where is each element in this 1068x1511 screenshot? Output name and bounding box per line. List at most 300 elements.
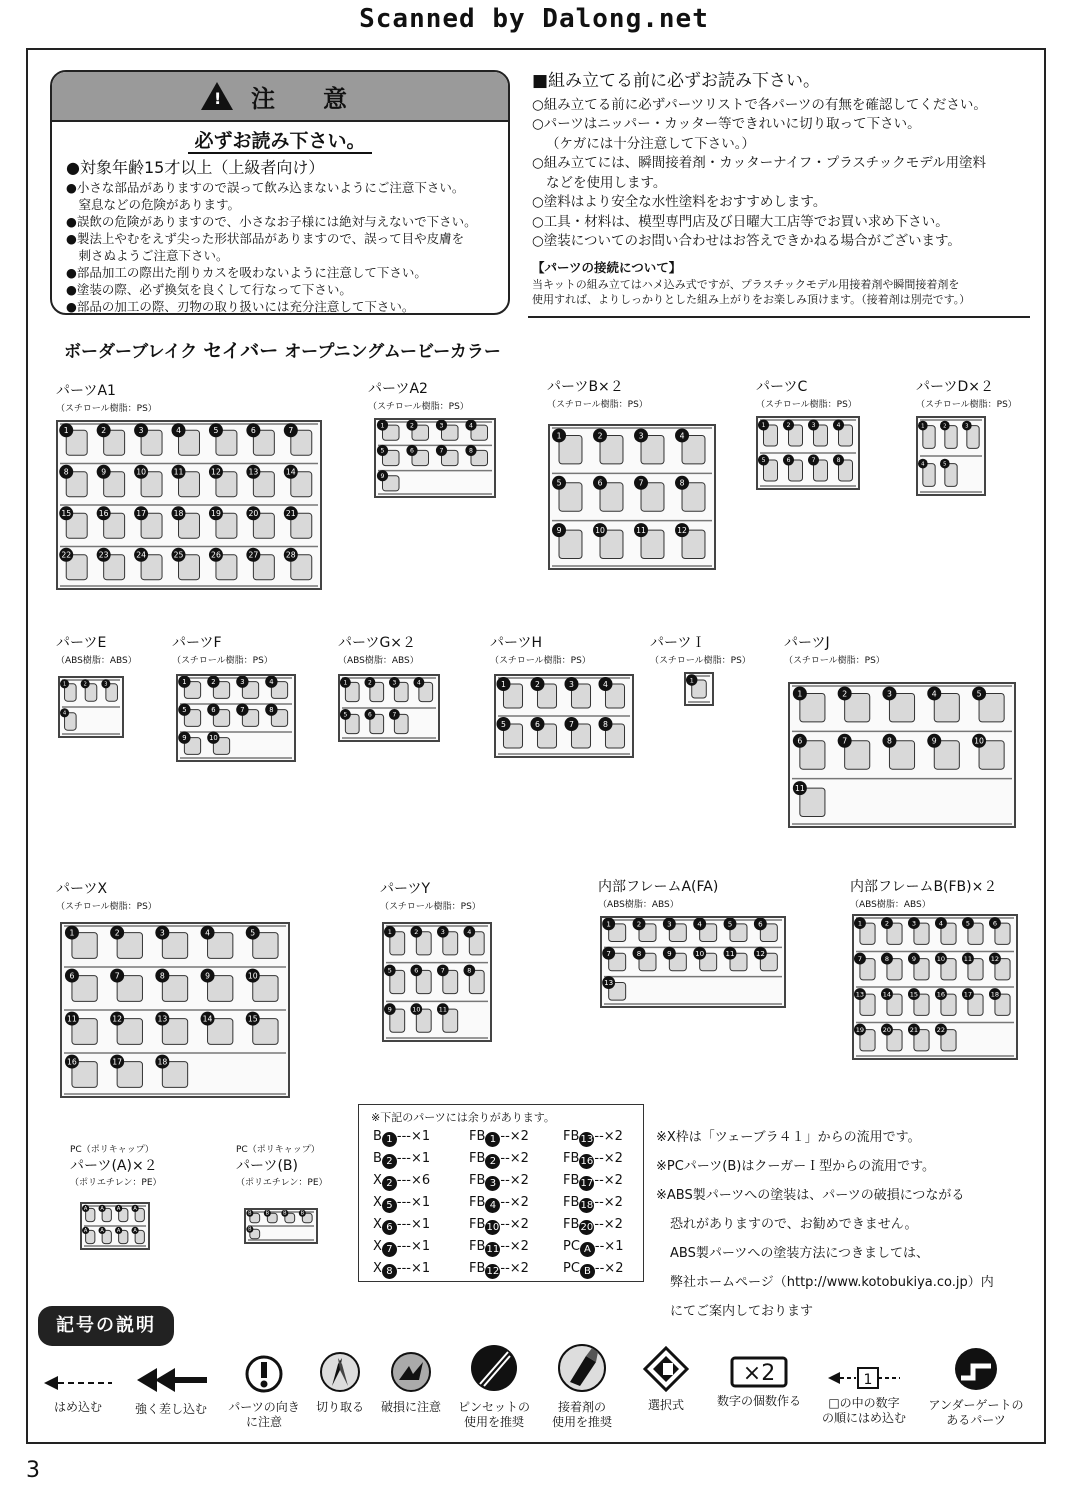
- runner-d: [916, 416, 986, 496]
- nipper-icon: [318, 1350, 362, 1394]
- breakage-icon: [389, 1350, 433, 1394]
- part-number-text: 17: [112, 1057, 123, 1067]
- part-number-text: 9: [387, 1005, 392, 1014]
- part-number-text: 2: [114, 928, 120, 938]
- part-label-fa: 内部フレームA(FA) （ABS樹脂：ABS）: [598, 879, 719, 910]
- part-label-j: パーツJ （スチロール樹脂：PS）: [784, 635, 885, 666]
- part-number-text: 4: [269, 678, 274, 687]
- caution-item: ●誤飲の危険がありますので、小さなお子様には絶対与えないで下さい。: [66, 214, 477, 229]
- part-number-text: 1: [797, 689, 803, 699]
- model-title-color: オープニングムービーカラー: [284, 342, 501, 362]
- part-number-text: 6: [250, 426, 256, 436]
- part-number-text: 12: [112, 1014, 123, 1024]
- part-number-text: 3: [240, 678, 245, 687]
- runner-pca: [80, 1202, 150, 1250]
- part-number-text: 4: [931, 689, 937, 699]
- part-number-text: 8: [884, 954, 890, 963]
- symbol-push-hard: 強く差し込む: [128, 1364, 214, 1417]
- symbol-legend-title: 記号の説明: [38, 1306, 174, 1346]
- note-item: （ケガには十分注意して下さい。）: [546, 135, 755, 152]
- part-number-text: 12: [755, 948, 765, 958]
- part-number-text: 2: [83, 681, 87, 688]
- runner-y: [382, 922, 492, 1042]
- part-number-text: 15: [247, 1014, 258, 1024]
- part-number-text: 2: [842, 689, 848, 699]
- part-number-text: 4: [697, 919, 702, 929]
- part-number-text: B: [283, 1210, 287, 1217]
- notes-divider: [528, 316, 1030, 318]
- part-number-text: 17: [136, 509, 146, 519]
- part-number-text: 3: [667, 919, 672, 929]
- runner-pcb: [244, 1208, 318, 1244]
- spare-entry: FB13--×2: [563, 1129, 623, 1145]
- joint-title: 【パーツの接続について】: [532, 259, 682, 275]
- part-number-text: 10: [595, 525, 605, 535]
- runner-fb-diagram: [854, 916, 1016, 1058]
- caution-item: ●部品の加工の際、刃物の取り扱いには充分注意して下さい。: [66, 299, 415, 314]
- part-number-text: 4: [205, 928, 210, 938]
- model-title-name: セイバー: [203, 340, 279, 362]
- part-number-text: 1: [387, 928, 392, 937]
- runner-f-diagram: [178, 676, 294, 760]
- part-number-text: 1: [556, 431, 562, 441]
- runner-y-diagram: [384, 924, 490, 1040]
- runner-b-diagram: [550, 426, 714, 568]
- part-number-text: 9: [380, 472, 385, 480]
- part-number-text: 5: [343, 712, 348, 719]
- symbol-insert: はめ込む: [40, 1372, 116, 1415]
- part-number-text: 2: [884, 919, 890, 928]
- part-label-pcb: PC（ポリキャップ） パーツ(B) （ポリエチレン：PE）: [236, 1145, 328, 1188]
- part-number-text: 3: [638, 431, 644, 441]
- caution-subtitle: 必ずお読み下さい。: [188, 130, 371, 154]
- part-number-text: 3: [440, 928, 445, 937]
- double-arrow-icon: [133, 1364, 209, 1396]
- part-number-text: 10: [209, 734, 218, 743]
- part-number-text: 27: [248, 550, 259, 560]
- spare-entry: FB12--×2: [469, 1261, 529, 1277]
- spare-entry: FB18--×2: [563, 1195, 623, 1211]
- spare-entry: X 7 ---×1: [373, 1239, 431, 1255]
- symbol-make-count: ×2 数字の個数作る: [712, 1356, 806, 1409]
- part-number-text: 9: [931, 736, 937, 746]
- spare-entry: FB 2 --×2: [469, 1151, 529, 1167]
- part-number-text: 5: [182, 706, 187, 715]
- spare-entry: X 5 ---×1: [373, 1195, 431, 1211]
- caution-item: 窒息などの危険があります。: [66, 197, 241, 212]
- part-number-text: 8: [836, 457, 841, 465]
- caution-item: 刺さぬようご注意下さい。: [66, 248, 229, 263]
- part-number-text: 3: [392, 680, 397, 687]
- part-number-text: 1: [921, 423, 925, 430]
- part-number-text: 6: [758, 919, 763, 929]
- part-label-i: パーツＩ （スチロール樹脂：PS）: [650, 635, 751, 666]
- spare-entry: PC B --×2: [563, 1261, 624, 1277]
- note-item: ○工具・材料は、模型専門店及び日曜大工店等でお買い求め下さい。: [532, 213, 949, 230]
- part-number-text: 18: [173, 509, 184, 519]
- part-number-text: 7: [811, 457, 816, 465]
- part-label-y: パーツY （スチロール樹脂：PS）: [380, 881, 481, 912]
- part-label-fb: 内部フレームB(FB)×２ （ABS樹脂：ABS）: [850, 879, 998, 910]
- part-number-text: 3: [965, 423, 969, 430]
- symbol-breakage: 破損に注意: [376, 1350, 446, 1415]
- part-number-text: 6: [211, 706, 216, 715]
- symbol-glue: 接着剤の 使用を推奨: [542, 1342, 622, 1430]
- notes-title: ■組み立てる前に必ずお読み下さい。: [532, 71, 821, 91]
- runner-g-diagram: [340, 676, 438, 740]
- part-number-text: A: [100, 1227, 104, 1234]
- part-label-g: パーツG×２ （ABS樹脂：ABS）: [338, 635, 419, 666]
- joint-text: 当キットの組み立てはハメ込み式ですが、プラスチックモデル用接着剤や瞬間接着剤を: [532, 278, 960, 291]
- part-number-text: 16: [936, 990, 946, 999]
- caution-item: ●塗装の際、必ず換気を良くして行なって下さい。: [66, 282, 352, 297]
- part-number-text: 2: [636, 919, 642, 929]
- model-title: [64, 336, 501, 363]
- part-label-f: パーツF （スチロール樹脂：PS）: [172, 635, 273, 666]
- part-number-text: 1: [63, 426, 69, 436]
- part-number-text: 22: [61, 550, 72, 560]
- part-number-text: 15: [909, 990, 919, 999]
- part-number-text: 11: [636, 525, 646, 535]
- spare-entry: FB 1 --×2: [469, 1129, 529, 1145]
- part-number-text: 13: [157, 1014, 168, 1024]
- runner-i-diagram: [686, 674, 712, 704]
- runner-x: [60, 922, 290, 1098]
- part-number-text: 7: [392, 712, 397, 719]
- part-number-text: 21: [285, 509, 296, 519]
- runner-h: [494, 674, 634, 758]
- part-number-text: 11: [963, 954, 973, 963]
- part-number-text: 6: [410, 447, 414, 455]
- part-number-text: 4: [469, 422, 473, 430]
- part-number-text: 28: [285, 550, 296, 560]
- note-item: などを使用します。: [546, 174, 667, 191]
- part-number-text: 8: [63, 467, 69, 477]
- part-number-text: 1: [69, 928, 75, 938]
- runner-c-diagram: [758, 418, 858, 488]
- part-number-text: 9: [182, 734, 187, 743]
- part-number-text: 10: [974, 736, 984, 746]
- part-number-text: 1: [857, 919, 863, 928]
- symbol-orientation: パーツの向き に注意: [224, 1354, 304, 1430]
- part-number-text: 3: [811, 422, 816, 430]
- part-number-text: 1: [62, 681, 67, 688]
- part-number-text: 6: [797, 736, 803, 746]
- scan-credit: Scanned by Dalong.net: [359, 4, 709, 34]
- part-number-text: 4: [679, 431, 685, 441]
- note-item: ○塗装についてのお問い合わせはお答えできかねる場合がございます。: [532, 233, 961, 249]
- part-number-text: 11: [794, 783, 805, 793]
- part-number-text: 14: [285, 467, 296, 477]
- part-number-text: 8: [636, 948, 642, 958]
- part-number-text: 5: [556, 478, 562, 488]
- part-number-text: 1: [606, 919, 611, 929]
- caution-item: ●対象年齢15才以上（上級者向け）: [66, 158, 325, 177]
- tweezers-icon: [468, 1342, 520, 1394]
- arrow-dashed-icon: [42, 1372, 114, 1394]
- part-number-text: 3: [159, 928, 165, 938]
- part-number-text: 10: [247, 971, 258, 981]
- part-number-text: 1: [689, 677, 694, 685]
- part-number-text: 12: [677, 525, 687, 535]
- part-number-text: B: [300, 1210, 305, 1217]
- part-label-a1: パーツA1 （スチロール樹脂：PS）: [56, 383, 157, 414]
- part-number-text: 2: [414, 928, 419, 937]
- caution-list: [66, 157, 508, 315]
- runner-d-diagram: [918, 418, 984, 494]
- part-number-text: 7: [606, 948, 611, 958]
- part-number-text: 2: [101, 426, 107, 436]
- part-number-text: 23: [98, 550, 109, 560]
- runner-pca-diagram: [82, 1204, 148, 1248]
- part-number-text: 5: [380, 447, 385, 455]
- part-number-text: 3: [887, 689, 892, 699]
- undergate-icon: [953, 1346, 999, 1392]
- numbered-arrow-icon: [826, 1366, 902, 1390]
- part-number-text: 2: [368, 680, 372, 687]
- caution-item: ●部品加工の際出た削りカスを吸わないように注意して下さい。: [66, 265, 427, 280]
- part-number-text: 7: [857, 954, 863, 963]
- part-number-text: 9: [556, 525, 562, 535]
- joint-text: 使用すれば、よりしっかりとした組み上がりをお楽しみ頂けます。（接着剤は別売です。）: [532, 293, 971, 306]
- symbol-order: 1 □の中の数字 の順にはめ込む: [814, 1366, 914, 1426]
- runner-pcb-diagram: [246, 1210, 316, 1242]
- part-label-x: パーツX （スチロール樹脂：PS）: [56, 881, 157, 912]
- caution-header: [52, 72, 508, 122]
- runner-a1: [56, 420, 322, 590]
- part-number-text: 1: [761, 422, 766, 430]
- part-number-text: 5: [250, 928, 256, 938]
- part-number-text: 13: [248, 467, 259, 477]
- selection-icon: [643, 1346, 689, 1392]
- part-number-text: 3: [911, 919, 917, 928]
- spare-entry: B 2 ---×1: [373, 1151, 431, 1167]
- part-number-text: 22: [936, 1025, 946, 1034]
- part-number-text: 5: [761, 457, 766, 465]
- part-number-text: 5: [213, 426, 219, 436]
- remarks: [656, 1128, 1028, 1331]
- part-number-text: A: [116, 1205, 121, 1212]
- spare-entry: FB10--×2: [469, 1217, 529, 1233]
- part-number-text: 9: [101, 467, 107, 477]
- part-number-text: 7: [842, 736, 848, 746]
- part-number-text: 11: [725, 948, 735, 958]
- part-number-text: 19: [211, 509, 221, 519]
- part-number-text: 17: [963, 990, 973, 999]
- part-number-text: 7: [439, 447, 444, 455]
- part-number-text: 3: [138, 426, 144, 436]
- times-two-icon: [730, 1356, 788, 1388]
- spare-entry: X 8 ---×1: [373, 1261, 431, 1277]
- part-number-text: 5: [727, 919, 733, 929]
- part-number-text: A: [133, 1205, 137, 1212]
- remark-abs: ※ABS製パーツへの塗装は、パーツの破損につながる 恐れがありますので、お勧めできません。 ABS製パーツへの塗装方法につきましては、 弊社ホームページ（http://www.kotobukiya.co.jp）内 にてご案内しております: [656, 1188, 994, 1319]
- part-number-text: B: [248, 1226, 252, 1233]
- part-number-text: 7: [114, 971, 120, 981]
- part-number-text: 5: [976, 689, 982, 699]
- part-number-text: 9: [911, 954, 917, 963]
- part-number-text: 4: [603, 679, 608, 689]
- caution-box: [50, 70, 510, 315]
- caution-title: 注 意: [251, 84, 359, 113]
- part-label-a2: パーツA2 （スチロール樹脂：PS）: [368, 381, 469, 412]
- part-number-text: 13: [855, 990, 865, 999]
- note-item: ○組み立てには、瞬間接着剤・カッターナイフ・プラスチックモデル用塗料: [532, 155, 987, 171]
- remark-x-frame: ※X枠は「ツェーブラ４１」からの流用です。: [656, 1130, 921, 1145]
- note-item: ○塗料はより安全な水性塗料をおすすめします。: [532, 194, 827, 210]
- runner-e: [58, 676, 124, 738]
- part-number-text: 9: [667, 948, 672, 958]
- part-number-text: 2: [597, 431, 603, 441]
- part-number-text: 7: [288, 426, 294, 436]
- spare-entry: FB 3 --×2: [469, 1173, 529, 1189]
- part-number-text: 20: [248, 509, 259, 519]
- part-number-text: 1: [182, 678, 187, 687]
- part-label-b: パーツB×２ （スチロール樹脂：PS）: [547, 379, 648, 410]
- part-number-text: 4: [921, 461, 925, 468]
- part-number-text: 8: [603, 719, 608, 729]
- part-label-d: パーツD×２ （スチロール樹脂：PS）: [916, 379, 1017, 410]
- spare-parts-grid: [359, 1125, 643, 1279]
- part-number-text: 3: [439, 422, 444, 430]
- runner-j: [788, 682, 1016, 828]
- part-number-text: 14: [202, 1014, 213, 1024]
- part-number-text: 13: [604, 978, 614, 988]
- runner-j-diagram: [790, 684, 1014, 826]
- part-number-text: 5: [387, 966, 392, 975]
- page-number: 3: [26, 1458, 40, 1483]
- part-number-text: 2: [786, 422, 791, 430]
- part-number-text: 6: [69, 971, 75, 981]
- model-title-series: ボーダーブレイク: [64, 342, 198, 362]
- part-number-text: 14: [882, 990, 892, 999]
- part-number-text: A: [83, 1205, 88, 1212]
- part-number-text: 4: [62, 710, 67, 717]
- warning-icon: !: [201, 82, 233, 110]
- part-number-text: 10: [412, 1005, 421, 1014]
- remark-pc-b: ※PCパーツ(B)はクーガーＩ型からの流用です。: [656, 1159, 936, 1174]
- part-number-text: 5: [965, 919, 971, 928]
- part-number-text: A: [83, 1227, 88, 1234]
- part-number-text: 3: [104, 681, 108, 688]
- part-number-text: A: [100, 1205, 104, 1212]
- part-number-text: 16: [98, 509, 109, 519]
- runner-x-diagram: [62, 924, 288, 1096]
- svg-text:×2: ×2: [742, 1361, 776, 1386]
- part-number-text: 1: [501, 679, 506, 689]
- note-item: ○組み立てる前に必ずパーツリストで各パーツの有無を確認してください。: [532, 96, 987, 113]
- part-number-text: 26: [211, 550, 221, 560]
- part-label-h: パーツH （スチロール樹脂：PS）: [490, 635, 591, 666]
- runner-a1-diagram: [58, 422, 320, 588]
- part-number-text: 1: [343, 680, 348, 687]
- part-number-text: 8: [159, 971, 165, 981]
- symbol-undergate: アンダーゲートの あるパーツ: [920, 1346, 1032, 1428]
- caution-item: ●小さな部品がありますので誤って飲み込まないようにご注意下さい。: [66, 180, 465, 195]
- runner-a2: [374, 418, 496, 498]
- part-number-text: 2: [943, 423, 947, 430]
- part-number-text: B: [265, 1210, 270, 1217]
- runner-h-diagram: [496, 676, 632, 756]
- symbol-selectable: 選択式: [634, 1346, 698, 1413]
- part-number-text: 6: [992, 919, 998, 928]
- part-number-text: 12: [211, 467, 221, 477]
- spare-entry: X 6 ---×1: [373, 1217, 431, 1233]
- part-number-text: 21: [909, 1025, 919, 1034]
- part-number-text: 6: [368, 712, 372, 719]
- part-number-text: 2: [211, 678, 216, 687]
- runner-g: [338, 674, 440, 742]
- runner-a2-diagram: [376, 420, 494, 496]
- glue-icon: [556, 1342, 608, 1394]
- part-label-e: パーツE （ABS樹脂：ABS）: [56, 635, 137, 666]
- part-number-text: 6: [414, 966, 419, 975]
- runner-fa: [600, 916, 786, 1008]
- part-number-text: 5: [943, 461, 947, 468]
- part-number-text: 3: [569, 679, 574, 689]
- part-number-text: 8: [679, 478, 685, 488]
- spare-entry: FB20--×2: [563, 1217, 623, 1233]
- part-number-text: 18: [990, 990, 1000, 999]
- part-number-text: 4: [836, 422, 841, 430]
- part-number-text: 24: [136, 550, 146, 560]
- note-item: ○パーツはニッパー・カッター等できれいに切り取って下さい。: [532, 116, 921, 132]
- part-number-text: 10: [136, 467, 146, 477]
- part-number-text: 6: [786, 457, 791, 465]
- part-number-text: 7: [440, 966, 445, 975]
- part-number-text: 2: [535, 679, 540, 689]
- part-number-text: 4: [176, 426, 181, 436]
- part-number-text: 8: [467, 966, 472, 975]
- part-number-text: 25: [173, 550, 184, 560]
- part-number-text: 8: [269, 706, 274, 715]
- part-number-text: A: [116, 1227, 121, 1234]
- part-number-text: 8: [469, 447, 473, 455]
- part-number-text: 9: [205, 971, 210, 981]
- runner-fb: [852, 914, 1018, 1060]
- runner-b: [548, 424, 716, 570]
- spare-parts-box: [358, 1104, 644, 1282]
- part-number-text: 16: [67, 1057, 77, 1067]
- part-number-text: A: [133, 1227, 137, 1234]
- part-label-pca: PC（ポリキャップ） パーツ(A)×２ （ポリエチレン：PE）: [70, 1145, 162, 1188]
- spare-parts-title: ※下記のパーツには余りがあります。: [371, 1111, 555, 1124]
- part-number-text: 4: [417, 680, 421, 687]
- part-number-text: 6: [535, 719, 540, 729]
- part-number-text: 8: [887, 736, 892, 746]
- runner-c: [756, 416, 860, 490]
- part-number-text: 11: [173, 467, 184, 477]
- part-number-text: 10: [936, 954, 946, 963]
- part-number-text: 19: [855, 1025, 865, 1034]
- part-number-text: 7: [638, 478, 644, 488]
- part-number-text: 11: [67, 1014, 77, 1024]
- part-number-text: 5: [501, 719, 506, 729]
- spare-entry: X 2 ---×6: [373, 1173, 431, 1189]
- part-number-text: 20: [882, 1025, 892, 1034]
- symbol-cut: 切り取る: [310, 1350, 370, 1415]
- part-number-text: 10: [695, 948, 705, 958]
- part-number-text: 1: [380, 422, 385, 430]
- part-number-text: 15: [61, 509, 72, 519]
- exclamation-circle-icon: [244, 1354, 284, 1394]
- part-number-text: B: [248, 1210, 252, 1217]
- part-number-text: 2: [410, 422, 414, 430]
- assembly-notes: [532, 72, 1032, 307]
- runner-e-diagram: [60, 678, 122, 736]
- symbol-tweezers: ピンセットの 使用を推奨: [454, 1342, 534, 1430]
- runner-i: [684, 672, 714, 706]
